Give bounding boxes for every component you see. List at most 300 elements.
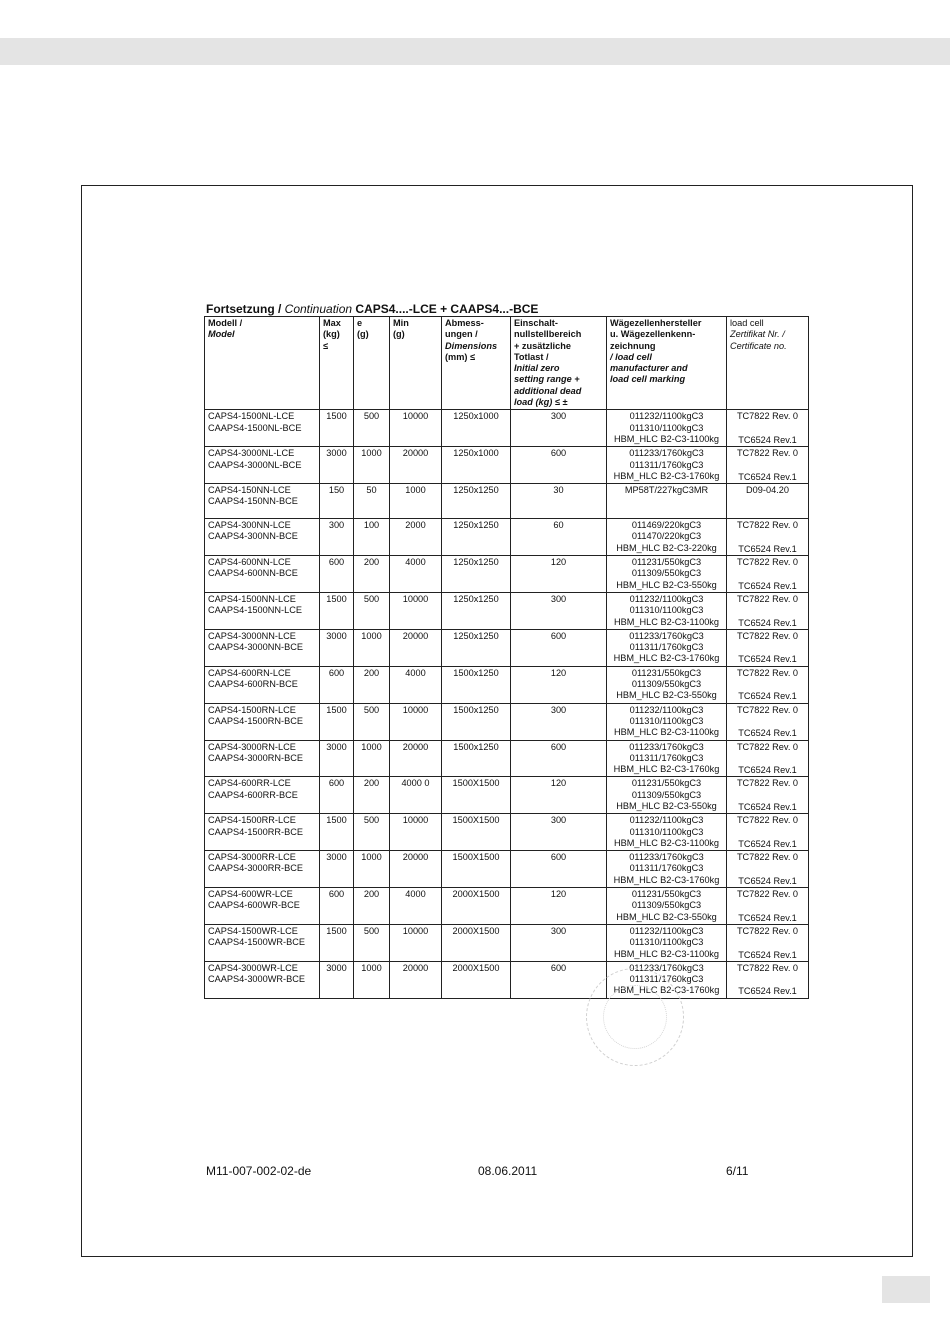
cell-model	[205, 851, 320, 888]
certificate-number: TC7822 Rev. 0	[736, 852, 799, 863]
cell-load-cells	[607, 484, 727, 519]
e-value: 1000	[361, 741, 382, 752]
zero-range-value: 30	[553, 485, 564, 496]
load-cell-marking: 011232/1100kgC3	[629, 593, 704, 604]
cell-model	[205, 592, 320, 629]
load-cell-marking: 011310/1100kgC3	[629, 715, 704, 726]
cell-dimensions	[442, 592, 511, 629]
cell-zero-range	[511, 851, 607, 888]
cell-max	[320, 703, 354, 740]
cell-dimensions	[442, 777, 511, 814]
load-cell-marking: 011310/1100kgC3	[629, 826, 704, 837]
min-value: 4000 0	[401, 778, 430, 789]
header-load-cell: Wägezellenhersteller u. Wägezellenkenn- zeichnung / load cell manufacturer and load cell marking	[607, 317, 727, 410]
cell-zero-range	[511, 888, 607, 925]
cell-model	[205, 556, 320, 593]
cell-e	[354, 740, 390, 777]
certificate-number: TC7822 Rev. 0	[736, 704, 799, 715]
dimensions-value: 2000X1500	[452, 962, 500, 973]
cell-max	[320, 592, 354, 629]
cell-dimensions	[442, 703, 511, 740]
header-zero-range: Einschalt- nullstellbereich + zusätzliche Totlast / Initial zero setting range + additional dead load (kg) ≤ ±	[511, 317, 607, 410]
load-cell-marking: 011231/550kgC3	[631, 667, 702, 678]
cell-certificate	[727, 740, 809, 777]
certificate-number: TC6524 Rev.1	[738, 691, 797, 702]
cell-zero-range	[511, 666, 607, 703]
certificate-number: TC6524 Rev.1	[738, 875, 797, 886]
cell-e	[354, 777, 390, 814]
table-body	[205, 410, 809, 998]
cell-certificate	[727, 777, 809, 814]
cell-certificate	[727, 888, 809, 925]
cell-min	[390, 519, 442, 556]
min-value: 4000	[405, 557, 426, 568]
load-cell-marking: HBM_HLC B2-C3-1100kg	[613, 837, 720, 848]
load-cell-marking: 011310/1100kgC3	[629, 937, 704, 948]
certificate-number: TC7822 Rev. 0	[736, 741, 799, 752]
load-cell-marking: 011232/1100kgC3	[629, 815, 704, 826]
certificate-number: TC6524 Rev.1	[738, 838, 797, 849]
cell-max	[320, 629, 354, 666]
table-row	[205, 519, 809, 556]
model-name: CAPS4-1500RN-LCE	[208, 704, 296, 715]
load-cell-marking: 011309/550kgC3	[631, 900, 702, 911]
cell-certificate	[727, 924, 809, 961]
zero-range-value: 600	[550, 448, 567, 459]
zero-range-value: 600	[550, 741, 567, 752]
e-value: 1000	[361, 630, 382, 641]
cell-model	[205, 629, 320, 666]
load-cell-marking: 011311/1760kgC3	[629, 863, 704, 874]
load-cell-marking: MP58T/227kgC3MR	[624, 485, 709, 496]
model-name: CAAPS4-300NN-BCE	[208, 531, 298, 542]
load-cell-marking: 011310/1100kgC3	[629, 605, 704, 616]
model-name: CAPS4-3000NN-LCE	[208, 630, 296, 641]
cell-e	[354, 592, 390, 629]
e-value: 100	[363, 520, 380, 531]
load-cell-marking: 011311/1760kgC3	[629, 459, 704, 470]
cell-max	[320, 961, 354, 998]
certificate-number: TC7822 Rev. 0	[736, 630, 799, 641]
cell-zero-range	[511, 629, 607, 666]
max-value: 600	[328, 778, 345, 789]
zero-range-value: 300	[550, 925, 567, 936]
max-value: 1500	[326, 925, 347, 936]
cell-certificate	[727, 410, 809, 447]
cell-min	[390, 777, 442, 814]
dimensions-value: 1250x1250	[453, 630, 499, 641]
cell-e	[354, 556, 390, 593]
cell-model	[205, 447, 320, 484]
load-cell-marking: 011311/1760kgC3	[629, 642, 704, 653]
load-cell-marking: 011233/1760kgC3	[629, 630, 704, 641]
load-cell-marking: 011233/1760kgC3	[629, 962, 704, 973]
cell-e	[354, 703, 390, 740]
table-row	[205, 777, 809, 814]
min-value: 1000	[405, 485, 426, 496]
cell-dimensions	[442, 484, 511, 519]
load-cell-marking: HBM_HLC B2-C3-1760kg	[613, 985, 720, 996]
cell-zero-range	[511, 703, 607, 740]
cell-dimensions	[442, 888, 511, 925]
cell-min	[390, 447, 442, 484]
cell-max	[320, 740, 354, 777]
min-value: 2000	[405, 520, 426, 531]
certificate-number: TC7822 Rev. 0	[736, 593, 799, 604]
load-cell-marking: 011470/220kgC3	[631, 531, 702, 542]
model-name: CAPS4-1500NL-LCE	[208, 411, 295, 422]
load-cell-marking: HBM_HLC B2-C3-1100kg	[613, 616, 720, 627]
caption-suffix: CAPS4....-LCE + CAAPS4...-BCE	[352, 302, 539, 316]
dimensions-value: 1250x1250	[453, 593, 499, 604]
e-value: 500	[363, 411, 380, 422]
cell-model	[205, 740, 320, 777]
max-value: 3000	[326, 852, 347, 863]
cell-max	[320, 666, 354, 703]
load-cell-marking: 011233/1760kgC3	[629, 741, 704, 752]
cell-zero-range	[511, 777, 607, 814]
certificate-number: TC7822 Rev. 0	[736, 411, 799, 422]
load-cell-marking: 011232/1100kgC3	[629, 411, 704, 422]
model-name: CAPS4-1500WR-LCE	[208, 925, 298, 936]
model-name: CAPS4-1500RR-LCE	[208, 815, 296, 826]
load-cell-marking: HBM_HLC B2-C3-550kg	[616, 690, 717, 701]
certificate-number: TC6524 Rev.1	[738, 728, 797, 739]
cell-dimensions	[442, 924, 511, 961]
table-row	[205, 666, 809, 703]
cell-certificate	[727, 592, 809, 629]
cell-e	[354, 410, 390, 447]
footer-doc-id: M11-007-002-02-de	[206, 1164, 312, 1178]
dimensions-value: 1250x1250	[453, 485, 499, 496]
cell-zero-range	[511, 814, 607, 851]
cell-max	[320, 410, 354, 447]
table-row	[205, 924, 809, 961]
cell-certificate	[727, 629, 809, 666]
table-row	[205, 447, 809, 484]
load-cell-marking: 011233/1760kgC3	[629, 852, 704, 863]
model-table	[204, 316, 809, 999]
certificate-number: TC6524 Rev.1	[738, 949, 797, 960]
load-cell-marking: 011310/1100kgC3	[629, 422, 704, 433]
load-cell-marking: HBM_HLC B2-C3-1760kg	[613, 764, 720, 775]
min-value: 10000	[402, 411, 429, 422]
model-name: CAPS4-150NN-LCE	[208, 485, 291, 496]
cell-load-cells	[607, 447, 727, 484]
certificate-number: TC7822 Rev. 0	[736, 557, 799, 568]
e-value: 50	[366, 485, 377, 496]
cell-e	[354, 851, 390, 888]
cell-e	[354, 447, 390, 484]
cell-e	[354, 814, 390, 851]
cell-load-cells	[607, 556, 727, 593]
caption-prefix: Fortsetzung /	[206, 302, 285, 316]
cell-min	[390, 410, 442, 447]
min-value: 20000	[402, 741, 429, 752]
max-value: 1500	[326, 411, 347, 422]
model-name: CAAPS4-3000NL-BCE	[208, 459, 302, 470]
cell-e	[354, 484, 390, 519]
e-value: 200	[363, 778, 380, 789]
cell-dimensions	[442, 447, 511, 484]
certificate-number: TC7822 Rev. 0	[736, 925, 799, 936]
cell-model	[205, 410, 320, 447]
table-caption	[206, 302, 538, 316]
model-name: CAAPS4-3000WR-BCE	[208, 974, 306, 985]
cell-load-cells	[607, 629, 727, 666]
model-name: CAAPS4-600WR-BCE	[208, 900, 300, 911]
cell-max	[320, 924, 354, 961]
cell-model	[205, 777, 320, 814]
max-value: 1500	[326, 704, 347, 715]
load-cell-marking: HBM_HLC B2-C3-1100kg	[613, 727, 720, 738]
zero-range-value: 120	[550, 778, 567, 789]
max-value: 600	[328, 557, 345, 568]
cell-dimensions	[442, 519, 511, 556]
cell-dimensions	[442, 961, 511, 998]
zero-range-value: 600	[550, 962, 567, 973]
e-value: 1000	[361, 852, 382, 863]
min-value: 20000	[402, 630, 429, 641]
table-row	[205, 961, 809, 998]
load-cell-marking: HBM_HLC B2-C3-550kg	[616, 800, 717, 811]
e-value: 200	[363, 889, 380, 900]
certificate-number: TC7822 Rev. 0	[736, 448, 799, 459]
cell-max	[320, 556, 354, 593]
certificate-number: TC7822 Rev. 0	[736, 815, 799, 826]
header-min: Min (g)	[390, 317, 442, 410]
cell-model	[205, 703, 320, 740]
certificate-number: TC7822 Rev. 0	[736, 667, 799, 678]
official-stamp	[586, 968, 684, 1066]
load-cell-marking: HBM_HLC B2-C3-220kg	[616, 542, 717, 553]
table-row	[205, 410, 809, 447]
cell-certificate	[727, 703, 809, 740]
header-model: Modell / Model	[205, 317, 320, 410]
dimensions-value: 1250x1000	[453, 411, 499, 422]
model-name: CAPS4-3000WR-LCE	[208, 962, 298, 973]
cell-e	[354, 924, 390, 961]
certificate-number: TC6524 Rev.1	[738, 986, 797, 997]
cell-load-cells	[607, 703, 727, 740]
cell-min	[390, 629, 442, 666]
cell-certificate	[727, 447, 809, 484]
cell-model	[205, 888, 320, 925]
cell-zero-range	[511, 410, 607, 447]
e-value: 500	[363, 704, 380, 715]
e-value: 500	[363, 925, 380, 936]
table-row	[205, 888, 809, 925]
cell-min	[390, 814, 442, 851]
cell-zero-range	[511, 592, 607, 629]
load-cell-marking: 011309/550kgC3	[631, 568, 702, 579]
cell-min	[390, 703, 442, 740]
cell-certificate	[727, 851, 809, 888]
zero-range-value: 60	[553, 520, 564, 531]
cell-load-cells	[607, 851, 727, 888]
cell-load-cells	[607, 740, 727, 777]
e-value: 500	[363, 593, 380, 604]
header-e: e (g)	[354, 317, 390, 410]
model-name: CAPS4-1500NN-LCE	[208, 593, 296, 604]
load-cell-marking: 011231/550kgC3	[631, 889, 702, 900]
cell-model	[205, 814, 320, 851]
cell-min	[390, 924, 442, 961]
load-cell-marking: HBM_HLC B2-C3-1100kg	[613, 433, 720, 444]
dimensions-value: 1500x1250	[453, 741, 499, 752]
cell-dimensions	[442, 851, 511, 888]
load-cell-marking: 011231/550kgC3	[631, 557, 702, 568]
dimensions-value: 1500x1250	[453, 667, 499, 678]
cell-dimensions	[442, 556, 511, 593]
max-value: 3000	[326, 962, 347, 973]
cell-load-cells	[607, 777, 727, 814]
zero-range-value: 300	[550, 815, 567, 826]
cell-min	[390, 666, 442, 703]
load-cell-marking: 011311/1760kgC3	[629, 752, 704, 763]
certificate-number: TC6524 Rev.1	[738, 765, 797, 776]
model-name: CAAPS4-3000RN-BCE	[208, 752, 303, 763]
zero-range-value: 600	[550, 630, 567, 641]
cell-max	[320, 814, 354, 851]
table-row	[205, 556, 809, 593]
e-value: 200	[363, 667, 380, 678]
model-name: CAAPS4-1500NN-LCE	[208, 605, 302, 616]
cell-certificate	[727, 961, 809, 998]
certificate-number: TC7822 Rev. 0	[736, 778, 799, 789]
cell-load-cells	[607, 410, 727, 447]
load-cell-marking: HBM_HLC B2-C3-1100kg	[613, 948, 720, 959]
cell-zero-range	[511, 924, 607, 961]
cell-min	[390, 740, 442, 777]
load-cell-marking: 011469/220kgC3	[631, 520, 702, 531]
model-name: CAPS4-600WR-LCE	[208, 889, 293, 900]
cell-dimensions	[442, 629, 511, 666]
load-cell-marking: HBM_HLC B2-C3-1760kg	[613, 470, 720, 481]
min-value: 20000	[402, 448, 429, 459]
cell-min	[390, 851, 442, 888]
dimensions-value: 1500X1500	[452, 852, 500, 863]
min-value: 20000	[402, 962, 429, 973]
cell-dimensions	[442, 666, 511, 703]
certificate-number: TC6524 Rev.1	[738, 617, 797, 628]
cell-certificate	[727, 666, 809, 703]
e-value: 500	[363, 815, 380, 826]
min-value: 4000	[405, 889, 426, 900]
cell-zero-range	[511, 484, 607, 519]
footer-page: 6/11	[726, 1164, 749, 1178]
zero-range-value: 120	[550, 557, 567, 568]
cell-e	[354, 666, 390, 703]
table-header-row	[205, 317, 809, 410]
model-name: CAAPS4-3000NN-BCE	[208, 642, 303, 653]
e-value: 200	[363, 557, 380, 568]
e-value: 1000	[361, 962, 382, 973]
cell-model	[205, 519, 320, 556]
cell-certificate	[727, 814, 809, 851]
load-cell-marking: 011232/1100kgC3	[629, 704, 704, 715]
cell-model	[205, 924, 320, 961]
certificate-number: D09-04.20	[746, 485, 789, 496]
certificate-number: TC6524 Rev.1	[738, 801, 797, 812]
table-row	[205, 703, 809, 740]
table-row	[205, 814, 809, 851]
dimensions-value: 1500X1500	[452, 778, 500, 789]
dimensions-value: 2000X1500	[452, 925, 500, 936]
cell-certificate	[727, 519, 809, 556]
model-name: CAPS4-600RR-LCE	[208, 778, 291, 789]
cell-certificate	[727, 556, 809, 593]
certificate-number: TC6524 Rev.1	[738, 471, 797, 482]
cell-max	[320, 888, 354, 925]
zero-range-value: 120	[550, 889, 567, 900]
cell-e	[354, 519, 390, 556]
zero-range-value: 120	[550, 667, 567, 678]
cell-zero-range	[511, 556, 607, 593]
cell-model	[205, 484, 320, 519]
load-cell-marking: 011309/550kgC3	[631, 679, 702, 690]
model-name: CAPS4-3000RN-LCE	[208, 741, 296, 752]
certificate-number: TC6524 Rev.1	[738, 434, 797, 445]
header-max: Max (kg) ≤	[320, 317, 354, 410]
min-value: 20000	[402, 852, 429, 863]
dimensions-value: 1500X1500	[452, 815, 500, 826]
cell-certificate	[727, 484, 809, 519]
cell-dimensions	[442, 410, 511, 447]
table-row	[205, 484, 809, 519]
certificate-number: TC6524 Rev.1	[738, 654, 797, 665]
header-dimensions: Abmess- ungen / Dimensions (mm) ≤	[442, 317, 511, 410]
model-name: CAAPS4-600RR-BCE	[208, 789, 298, 800]
zero-range-value: 300	[550, 593, 567, 604]
cell-zero-range	[511, 740, 607, 777]
model-name: CAAPS4-3000RR-BCE	[208, 863, 303, 874]
cell-load-cells	[607, 666, 727, 703]
min-value: 10000	[402, 815, 429, 826]
header-certificate: load cell Zertifikat Nr. / Certificate no.	[727, 317, 809, 410]
cell-dimensions	[442, 814, 511, 851]
cell-min	[390, 888, 442, 925]
certificate-number: TC6524 Rev.1	[738, 543, 797, 554]
dimensions-value: 1500x1250	[453, 704, 499, 715]
model-name: CAAPS4-600RN-BCE	[208, 679, 298, 690]
cell-min	[390, 484, 442, 519]
cell-zero-range	[511, 447, 607, 484]
zero-range-value: 300	[550, 411, 567, 422]
max-value: 600	[328, 889, 345, 900]
table-row	[205, 629, 809, 666]
cell-e	[354, 629, 390, 666]
cell-load-cells	[607, 888, 727, 925]
cell-max	[320, 519, 354, 556]
model-name: CAAPS4-1500NL-BCE	[208, 422, 302, 433]
model-name: CAPS4-3000RR-LCE	[208, 852, 296, 863]
dimensions-value: 2000X1500	[452, 889, 500, 900]
dimensions-value: 1250x1250	[453, 557, 499, 568]
max-value: 3000	[326, 741, 347, 752]
certificate-number: TC7822 Rev. 0	[736, 520, 799, 531]
cell-load-cells	[607, 924, 727, 961]
zero-range-value: 600	[550, 852, 567, 863]
page-corner-tab	[882, 1276, 930, 1303]
load-cell-marking: HBM_HLC B2-C3-1760kg	[613, 653, 720, 664]
max-value: 1500	[326, 815, 347, 826]
certificate-number: TC7822 Rev. 0	[736, 889, 799, 900]
cell-min	[390, 556, 442, 593]
model-name: CAPS4-300NN-LCE	[208, 520, 291, 531]
min-value: 10000	[402, 704, 429, 715]
cell-e	[354, 961, 390, 998]
